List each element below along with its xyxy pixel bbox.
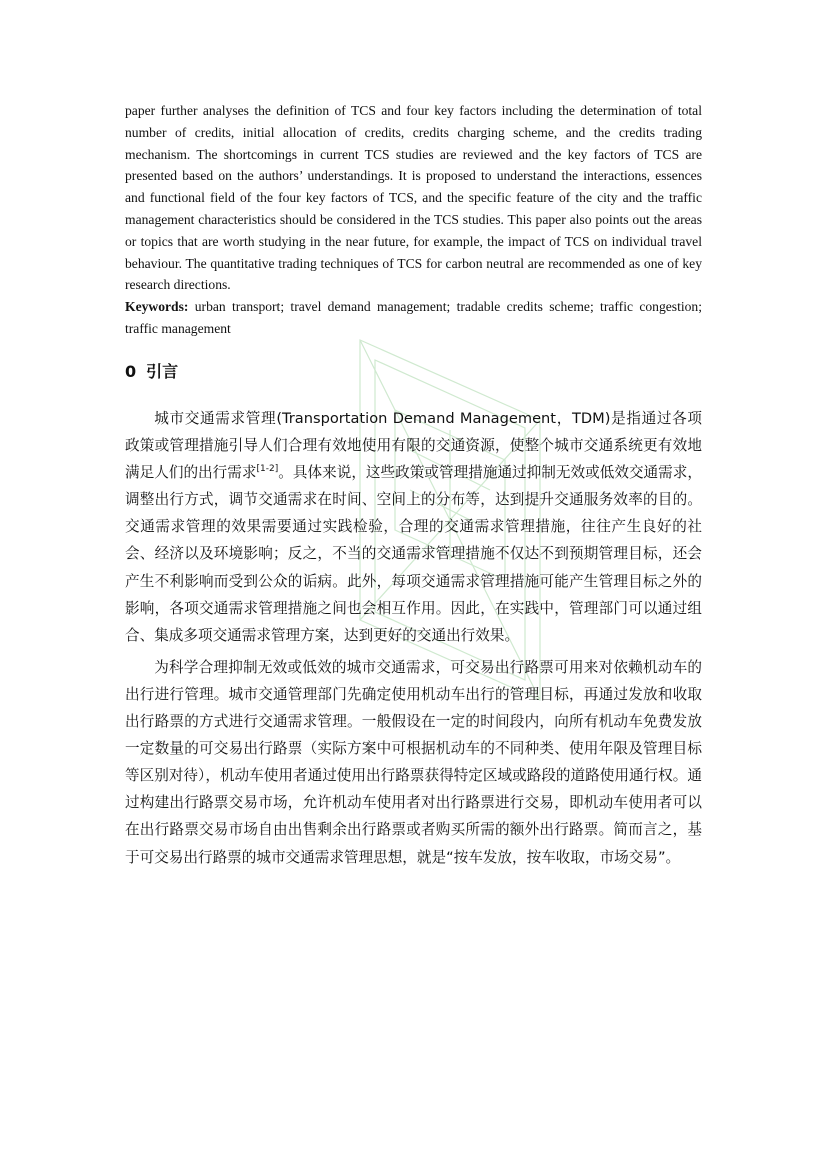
body-text xyxy=(125,405,702,876)
abstract-text: paper further analyses the definition of TCS and four key factors including the determination of total number of credits, initial allocation of credits, credits charging scheme, and the credits trading mechanism. The shortcomings in current TCS studies are reviewed and the key factors of TCS are presented based on the authors’ understandings. It is proposed to understand the interactions, essences and functional field of the four key factors of TCS, and the specific feature of the city and the traffic management characteristics should be considered in the TCS studies. This paper also points out the areas or topics that are worth studying in the near future, for example, the impact of TCS on individual travel behaviour. The quantitative trading techniques of TCS for carbon neutral are recommended as one of key research directions. xyxy=(125,103,702,293)
citation: [1-2] xyxy=(256,464,279,475)
section-number: 0 xyxy=(125,362,137,381)
keywords-line xyxy=(125,296,702,340)
paragraph-1 xyxy=(125,405,702,649)
keywords-label: Keywords: xyxy=(125,299,189,315)
section-title: 引言 xyxy=(146,362,179,381)
section-heading xyxy=(125,360,702,384)
paragraph-1-part-a: 城市交通需求管理(Transportation Demand Management，TDM)是指通过各项政策或管理措施引导人们合理有效地使用有限的交通资源，使整个城市交通系统更有效地满足人们的出行需求 xyxy=(125,410,702,482)
paragraph-2: 为科学合理抑制无效或低效的城市交通需求，可交易出行路票可用来对依赖机动车的出行进行管理。城市交通管理部门先确定使用机动车出行的管理目标，再通过发放和收取出行路票的方式进行交通需求管理。一般假设在一定的时间段内，向所有机动车免费发放一定数量的可交易出行路票（实际方案中可根据机动车的不同种类、使用年限及管理目标等区别对待），机动车使用者通过使用出行路票获得特定区域或路段的道路使用通行权。通过构建出行路票交易市场，允许机动车使用者对出行路票进行交易，即机动车使用者可以在出行路票交易市场自由出售剩余出行路票或者购买所需的额外出行路票。简而言之，基于可交易出行路票的城市交通需求管理思想，就是“按车发放，按车收取，市场交易”。 xyxy=(125,658,702,866)
paragraph-1-part-b: 。具体来说，这些政策或管理措施通过抑制无效或低效交通需求，调整出行方式，调节交通需求在时间、空间上的分布等，达到提升交通服务效率的目的。交通需求管理的效果需要通过实践检验，合理的交通需求管理措施，往往产生良好的社会、经济以及环境影响；反之，不当的交通需求管理措施不仅达不到预期管理目标，还会产生不利影响而受到公众的诟病。此外，每项交通需求管理措施可能产生管理目标之外的影响，各项交通需求管理措施之间也会相互作用。因此，在实践中，管理部门可以通过组合、集成多项交通需求管理方案，达到更好的交通出行效果。 xyxy=(125,464,702,644)
abstract-block xyxy=(125,100,702,340)
keywords-text: urban transport; travel demand management; tradable credits scheme; traffic congestion; traffic management xyxy=(125,299,702,336)
